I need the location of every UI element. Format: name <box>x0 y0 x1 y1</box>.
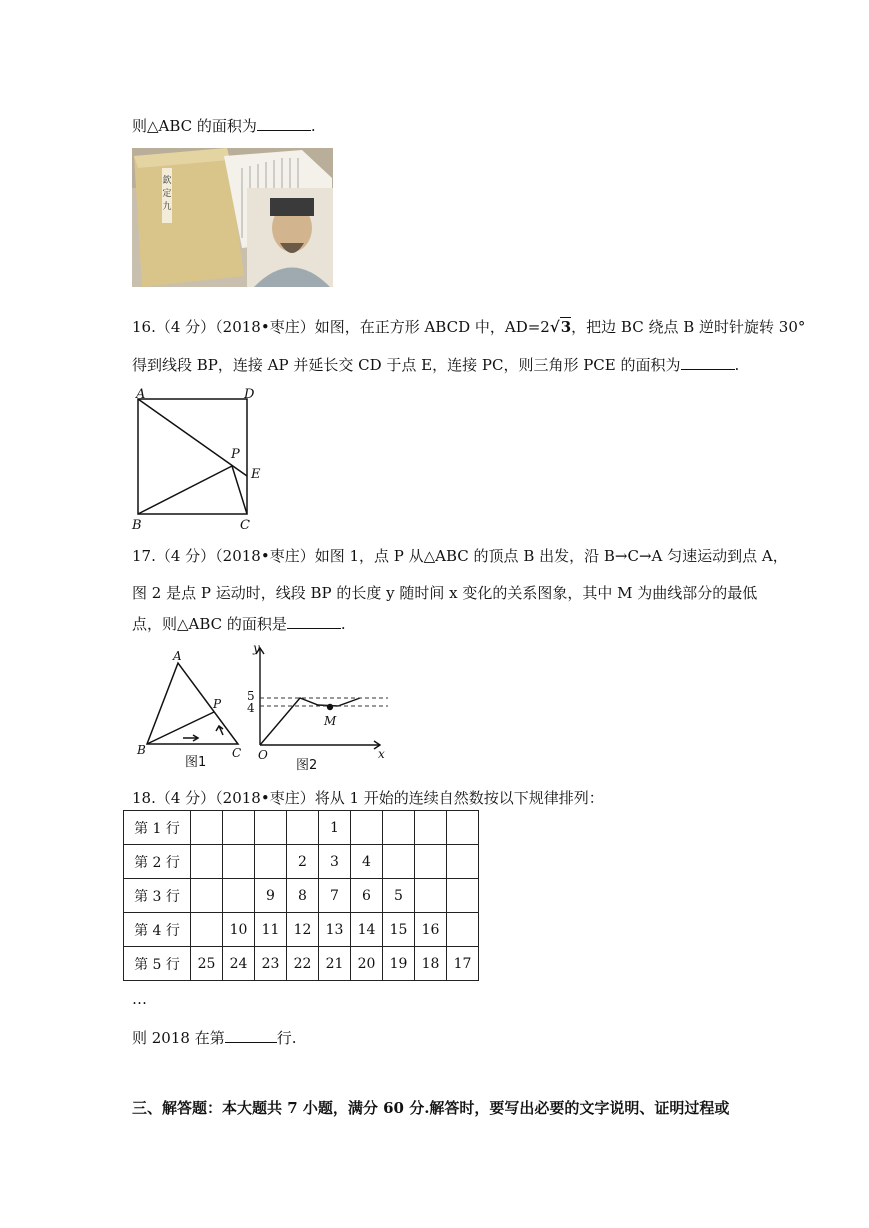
svg-text:P: P <box>213 697 222 711</box>
caption-fig1: 图1 <box>185 755 207 770</box>
table-cell <box>415 811 447 845</box>
number-arrangement-table <box>123 810 479 981</box>
q18-answer-line: 则 2018 在第 行. <box>132 1029 297 1047</box>
table-cell: 21 <box>319 947 351 981</box>
table-cell: 20 <box>351 947 383 981</box>
table-cell: 6 <box>351 879 383 913</box>
table-cell: 13 <box>319 913 351 947</box>
table-body <box>124 811 479 981</box>
svg-text:定: 定 <box>162 189 172 199</box>
table-cell: 5 <box>383 879 415 913</box>
line-ae <box>138 399 247 476</box>
q15-tail-text: 则△ABC 的面积为 <box>132 117 257 135</box>
table-cell: 9 <box>255 879 287 913</box>
svg-text:九: 九 <box>162 202 172 212</box>
table-cell <box>191 879 223 913</box>
table-cell: 25 <box>191 947 223 981</box>
q17-line2: 图 2 是点 P 运动时，线段 BP 的长度 y 随时间 x 变化的关系图象，其中 M 为曲线部分的最低 <box>132 584 758 602</box>
table-cell: 3 <box>319 845 351 879</box>
table-cell: 2 <box>287 845 319 879</box>
table-row <box>124 947 479 981</box>
row-label: 第 4 行 <box>124 913 191 947</box>
table-cell: 17 <box>447 947 479 981</box>
label-e: E <box>251 467 261 482</box>
row-label: 第 1 行 <box>124 811 191 845</box>
answer-blank <box>225 1028 277 1043</box>
table-cell <box>255 845 287 879</box>
svg-text:B: B <box>137 743 146 757</box>
square-abcd-figure <box>128 380 268 532</box>
q15-tail-line: 则△ABC 的面积为 . <box>132 117 316 135</box>
table-cell <box>383 811 415 845</box>
q17-line3: 点，则△ABC 的面积是 . <box>132 615 346 633</box>
table-cell <box>447 913 479 947</box>
table-cell <box>255 811 287 845</box>
svg-text:4: 4 <box>247 701 255 715</box>
table-cell: 4 <box>351 845 383 879</box>
label-b: B <box>132 518 142 532</box>
answer-blank <box>287 614 341 629</box>
table-cell <box>287 811 319 845</box>
row-label: 第 2 行 <box>124 845 191 879</box>
svg-text:C: C <box>232 746 242 760</box>
table-cell: 10 <box>223 913 255 947</box>
svg-text:A: A <box>173 649 182 663</box>
table-row <box>124 811 479 845</box>
table-cell <box>191 845 223 879</box>
table-row <box>124 879 479 913</box>
svg-text:y: y <box>253 641 260 655</box>
q16-line1: 16.（4 分）（2018•枣庄）如图，在正方形 ABCD 中，AD=2√3，把边 BC 绕点 B 逆时针旋转 30° <box>132 318 806 336</box>
label-d: D <box>244 387 255 402</box>
table-cell: 15 <box>383 913 415 947</box>
table-cell <box>383 845 415 879</box>
table-cell: 12 <box>287 913 319 947</box>
segment-bp <box>138 466 232 514</box>
sqrt-symbol: √3 <box>549 318 572 336</box>
table-cell <box>447 879 479 913</box>
label-a: A <box>136 387 146 402</box>
label-p: P <box>231 447 240 462</box>
answer-blank <box>257 116 311 131</box>
table-row <box>124 845 479 879</box>
table-cell: 8 <box>287 879 319 913</box>
table-cell <box>223 811 255 845</box>
point-m <box>327 704 333 710</box>
section-3-heading: 三、解答题：本大题共 7 小题，满分 60 分.解答时，要写出必要的文字说明、证明过程或 <box>132 1099 730 1117</box>
table-cell: 14 <box>351 913 383 947</box>
q18-line1: 18.（4 分）（2018•枣庄）将从 1 开始的连续自然数按以下规律排列： <box>132 789 604 807</box>
table-cell: 11 <box>255 913 287 947</box>
table-cell <box>415 845 447 879</box>
table-cell <box>351 811 383 845</box>
motion-figures <box>128 640 398 775</box>
table-cell: 19 <box>383 947 415 981</box>
label-c: C <box>240 518 250 532</box>
caption-fig2: 图2 <box>296 758 318 773</box>
svg-text:O: O <box>258 748 268 762</box>
svg-text:5: 5 <box>247 689 255 703</box>
svg-text:M: M <box>324 714 337 728</box>
answer-blank <box>681 355 735 370</box>
table-cell <box>191 811 223 845</box>
figure-1-triangle <box>136 649 241 770</box>
svg-text:x: x <box>378 747 385 761</box>
table-cell: 18 <box>415 947 447 981</box>
ellipsis: … <box>132 990 147 1008</box>
table-cell <box>415 879 447 913</box>
table-cell: 24 <box>223 947 255 981</box>
table-cell: 1 <box>319 811 351 845</box>
svg-text:欽: 欽 <box>162 176 172 186</box>
table-cell <box>223 845 255 879</box>
table-cell <box>223 879 255 913</box>
row-label: 第 3 行 <box>124 879 191 913</box>
table-cell: 23 <box>255 947 287 981</box>
table-cell <box>191 913 223 947</box>
q17-line1: 17.（4 分）（2018•枣庄）如图 1，点 P 从△ABC 的顶点 B 出发，沿 B→C→A 匀速运动到点 A， <box>132 547 788 565</box>
table-cell: 16 <box>415 913 447 947</box>
figure-2-graph <box>247 641 388 773</box>
table-cell: 22 <box>287 947 319 981</box>
book-portrait-image <box>132 148 333 287</box>
table-row <box>124 913 479 947</box>
table-cell <box>447 845 479 879</box>
table-cell: 7 <box>319 879 351 913</box>
table-cell <box>447 811 479 845</box>
row-label: 第 5 行 <box>124 947 191 981</box>
segment-pc <box>232 466 247 514</box>
q16-line2: 得到线段 BP，连接 AP 并延长交 CD 于点 E，连接 PC，则三角形 PCE 的面积为 . <box>132 356 740 374</box>
